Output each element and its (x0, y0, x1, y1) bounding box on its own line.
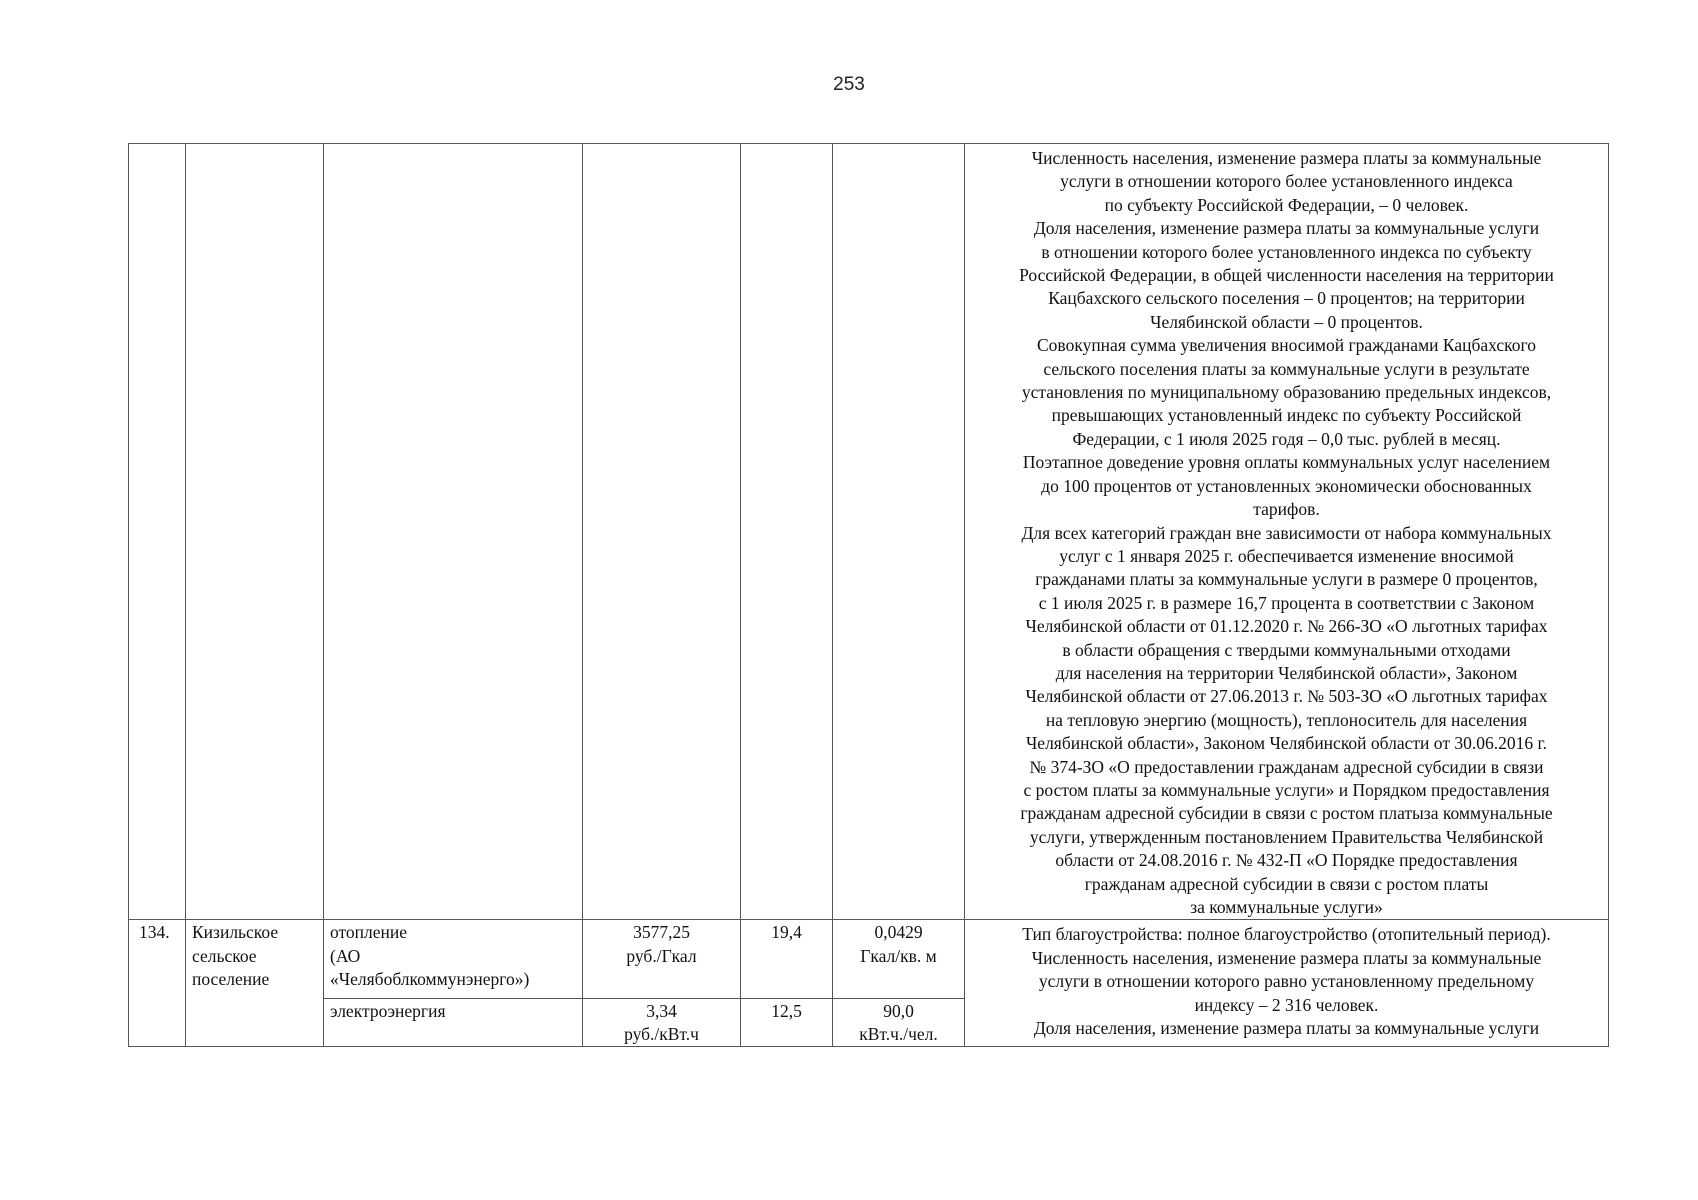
service-heating (324, 920, 583, 998)
description-line: Численность населения, изменение размера платы за коммунальные (1031, 947, 1542, 968)
continuation-description (965, 144, 1609, 920)
description-line: за коммунальные услуги» (1190, 897, 1383, 917)
description-line: Для всех категорий граждан вне зависимости от набора коммунальных (1021, 522, 1552, 543)
norm-unit: Гкал/кв. м (860, 945, 937, 966)
tariff-unit: руб./Гкал (626, 945, 697, 966)
description-line: услуг с 1 января 2025 г. обеспечивается изменение вносимой (1059, 545, 1514, 566)
description-line: в области обращения с твердыми коммунальными отходами (1062, 639, 1511, 660)
row-number: 134. (129, 920, 186, 1047)
description-line: гражданам адресной субсидии в связи с ростом платы (1084, 873, 1489, 894)
description-line: на тепловую энергию (мощность), теплоноситель для населения (1045, 709, 1528, 730)
description-line: установления по муниципальному образованию предельных индексов, (1021, 382, 1552, 403)
description-line: Российской Федерации, в общей численности населения на территории (1019, 265, 1554, 286)
service-name-line: электроэнергия (330, 1000, 446, 1021)
percent-heating: 19,4 (741, 920, 833, 998)
cell-settlement-empty (186, 144, 324, 920)
settlement-line: Кизильское (192, 922, 279, 943)
cell-tariff-empty (583, 144, 741, 920)
description-line: тарифов. (1253, 499, 1320, 520)
tariff-unit: руб./кВт.ч (624, 1024, 699, 1045)
description-line: Челябинской области от 27.06.2013 г. № 503-ЗО «О льготных тарифах (1025, 686, 1548, 707)
norm-value: 90,0 (883, 1000, 914, 1021)
description-line: для населения на территории Челябинской области», Законом (1055, 662, 1518, 683)
cell-percent-empty (741, 144, 833, 920)
table-row-continuation (129, 144, 1609, 920)
description-line: Тип благоустройства: полное благоустройство (отопительный период). (1022, 924, 1551, 945)
tariff-value: 3577,25 (633, 922, 690, 943)
description-line: в отношении которого более установленного индекса по субъекту (1041, 241, 1532, 262)
settlement-line: поселение (192, 969, 270, 990)
description-line: индексу – 2 316 человек. (1194, 994, 1379, 1015)
description-line: Челябинской области», Законом Челябинской области от 30.06.2016 г. (1025, 733, 1548, 754)
description-line: Челябинской области от 01.12.2020 г. № 266-ЗО «О льготных тарифах (1025, 616, 1548, 637)
service-name-line: (АО (330, 945, 361, 966)
description-line: с 1 июля 2025 г. в размере 16,7 процента в соответствии с Законом (1038, 592, 1535, 613)
description-line: Доля населения, изменение размера платы за коммунальные услуги (1033, 1018, 1540, 1039)
description-line: Кацбахского сельского поселения – 0 процентов; на территории (1048, 288, 1525, 309)
norm-value: 0,0429 (874, 922, 923, 943)
row-134-description-block (969, 923, 1604, 1040)
norm-unit: кВт.ч./чел. (859, 1024, 938, 1045)
description-line: области от 24.08.2016 г. № 432-П «О Порядке предоставления (1055, 850, 1518, 871)
norm-heating (833, 920, 965, 998)
description-line: Федерации, с 1 июля 2025 годя – 0,0 тыс. рублей в месяц. (1072, 428, 1501, 449)
description-line: № 374-ЗО «О предоставлении гражданам адресной субсидии в связи (1029, 756, 1544, 777)
description-line: Численность населения, изменение размера платы за коммунальные (1031, 148, 1542, 168)
service-electricity (324, 998, 583, 1047)
tariff-value: 3,34 (646, 1000, 677, 1021)
row-134-description (965, 920, 1609, 1047)
norm-electricity (833, 998, 965, 1047)
percent-electricity: 12,5 (741, 998, 833, 1047)
tariff-table (128, 143, 1609, 1047)
description-line: до 100 процентов от установленных экономически обоснованных (1041, 475, 1532, 496)
description-line: услуги, утвержденным постановлением Правительства Челябинской (1029, 826, 1544, 847)
tariff-electricity (583, 998, 741, 1047)
description-line: услуги в отношении которого более установленного индекса (1060, 171, 1513, 192)
description-line: превышающих установленный индекс по субъекту Российской (1051, 405, 1522, 426)
settlement-line: сельское (192, 945, 257, 966)
description-line: по субъекту Российской Федерации, – 0 человек. (1104, 194, 1469, 215)
table-row-134-heating (129, 920, 1609, 998)
description-line: с ростом платы за коммунальные услуги» и Порядком предоставления (1023, 779, 1550, 800)
service-name-line: «Челябоблкоммунэнерго») (330, 969, 530, 990)
cell-norm-empty (833, 144, 965, 920)
continuation-text-block (969, 147, 1604, 919)
description-line: Челябинской области – 0 процентов. (1150, 311, 1423, 332)
settlement-name (186, 920, 324, 1047)
service-name-line: отопление (330, 922, 408, 943)
description-line: гражданам адресной субсидии в связи с ростом платыза коммунальные (1020, 803, 1553, 824)
tariff-heating (583, 920, 741, 998)
description-line: Поэтапное доведение уровня оплаты коммунальных услуг населением (1022, 452, 1551, 473)
cell-number-empty (129, 144, 186, 920)
page-number: 253 (833, 74, 865, 95)
cell-service-empty (324, 144, 583, 920)
description-line: гражданами платы за коммунальные услуги в размере 0 процентов, (1035, 569, 1538, 590)
description-line: Совокупная сумма увеличения вносимой гражданами Кацбахского (1037, 335, 1536, 356)
description-line: сельского поселения платы за коммунальные услуги в результате (1043, 358, 1530, 379)
description-line: услуги в отношении которого равно установленному предельному (1038, 971, 1535, 992)
description-line: Доля населения, изменение размера платы за коммунальные услуги (1033, 218, 1540, 239)
